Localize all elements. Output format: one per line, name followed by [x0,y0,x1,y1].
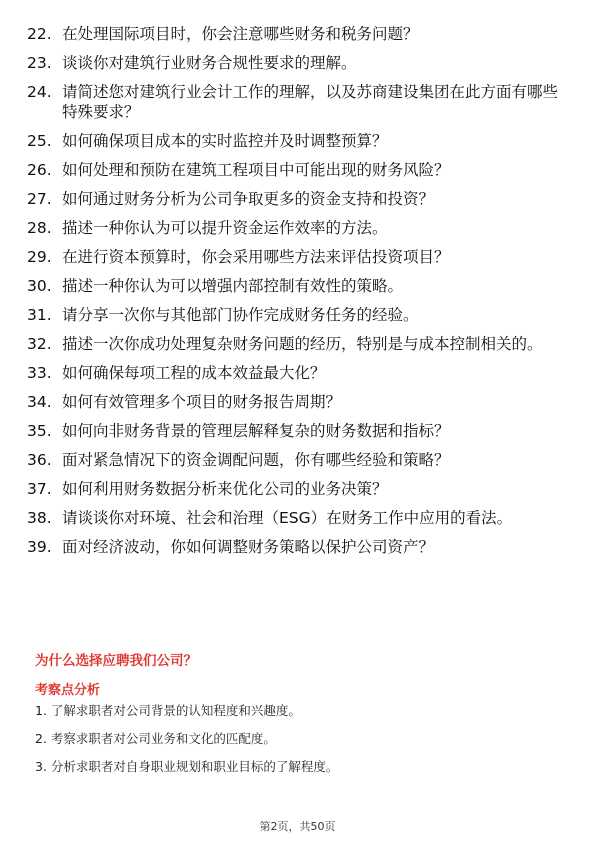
question-text: 如何处理和预防在建筑工程项目中可能出现的财务风险？ [62,161,450,179]
list-item [27,392,572,412]
analysis-point: 2. 考察求职者对公司业务和文化的匹配度。 [35,731,276,746]
section-heading: 为什么选择应聘我们公司？ [35,653,197,669]
list-item [27,508,572,528]
analysis-list [35,703,555,787]
question-text: 如何确保每项工程的成本效益最大化？ [62,364,326,382]
list-item [27,363,572,383]
list-item [27,160,572,180]
question-text: 如何有效管理多个项目的财务报告周期？ [62,393,342,411]
question-text: 在处理国际项目时，你会注意哪些财务和税务问题？ [62,25,419,43]
question-text: 描述一种你认为可以提升资金运作效率的方法。 [62,219,388,237]
list-item [27,305,572,325]
question-number: 38. [27,509,52,527]
question-number: 25. [27,132,52,150]
question-text: 描述一次你成功处理复杂财务问题的经历，特别是与成本控制相关的。 [62,335,543,353]
question-number: 33. [27,364,52,382]
analysis-heading: 考察点分析 [35,683,101,698]
question-text: 如何确保项目成本的实时监控并及时调整预算？ [62,132,388,150]
question-text: 请简述您对建筑行业会计工作的理解，以及苏商建设集团在此方面有哪些特殊要求？ [62,83,559,121]
question-number: 28. [27,219,52,237]
list-item [27,450,572,470]
list-item [27,334,572,354]
list-item [27,53,572,73]
list-item [27,421,572,441]
question-text: 如何向非财务背景的管理层解释复杂的财务数据和指标？ [62,422,450,440]
question-number: 34. [27,393,52,411]
list-item [27,24,572,44]
question-text: 在进行资本预算时，你会采用哪些方法来评估投资项目？ [62,248,450,266]
list-item [27,189,572,209]
question-number: 36. [27,451,52,469]
list-item [27,82,572,122]
list-item [27,537,572,557]
question-number: 32. [27,335,52,353]
question-number: 23. [27,54,52,72]
question-text: 如何利用财务数据分析来优化公司的业务决策？ [62,480,388,498]
question-number: 35. [27,422,52,440]
analysis-point: 3. 分析求职者对自身职业规划和职业目标的了解程度。 [35,759,339,774]
question-text: 如何通过财务分析为公司争取更多的资金支持和投资？ [62,190,435,208]
question-list [27,24,572,566]
analysis-point: 1. 了解求职者对公司背景的认知程度和兴趣度。 [35,703,301,718]
question-text: 描述一种你认为可以增强内部控制有效性的策略。 [62,277,404,295]
question-number: 31. [27,306,52,324]
page-number-footer: 第2页，共50页 [259,820,336,833]
question-number: 22. [27,25,52,43]
question-text: 请谈谈你对环境、社会和治理（ESG）在财务工作中应用的看法。 [62,509,513,527]
question-number: 24. [27,83,52,101]
question-number: 26. [27,161,52,179]
list-item [27,131,572,151]
question-number: 29. [27,248,52,266]
question-number: 39. [27,538,52,556]
question-text: 谈谈你对建筑行业财务合规性要求的理解。 [62,54,357,72]
question-number: 27. [27,190,52,208]
list-item [27,247,572,267]
question-text: 面对紧急情况下的资金调配问题，你有哪些经验和策略？ [62,451,450,469]
list-item [27,479,572,499]
question-text: 请分享一次你与其他部门协作完成财务任务的经验。 [62,306,419,324]
question-number: 37. [27,480,52,498]
list-item [27,218,572,238]
list-item [27,276,572,296]
question-text: 面对经济波动，你如何调整财务策略以保护公司资产？ [62,538,435,556]
question-number: 30. [27,277,52,295]
